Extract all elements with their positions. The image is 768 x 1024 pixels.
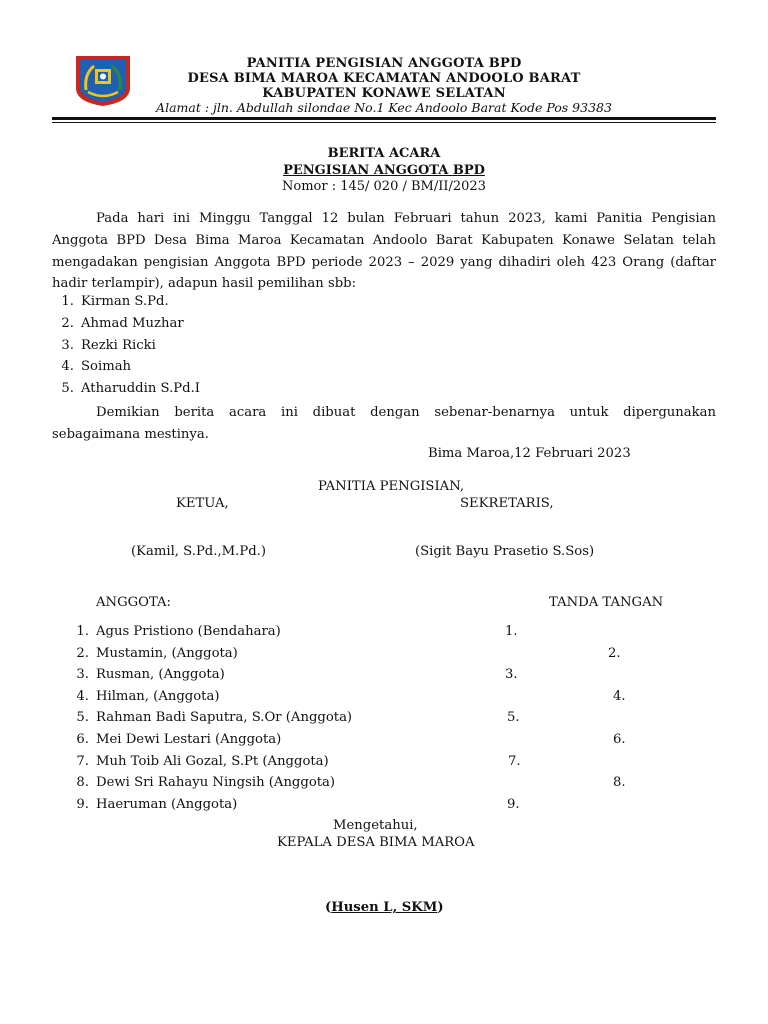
table-row: [67, 754, 329, 769]
header-divider-thick: [52, 117, 716, 120]
member-name: Hilman, (Anggota): [96, 689, 220, 704]
list-number: 5.: [61, 381, 74, 396]
address: Alamat : jln. Abdullah silondae No.1 Kec Andoolo Barat Kode Pos 93383: [156, 100, 612, 115]
member-name: Haeruman (Anggota): [96, 797, 238, 812]
member-name: Dewi Sri Rahayu Ningsih (Anggota): [96, 775, 336, 790]
approval-label: Mengetahui,: [333, 818, 418, 833]
document-title: BERITA ACARA: [327, 146, 441, 161]
list-item: [52, 359, 131, 374]
village-head-title: KEPALA DESA BIMA MAROA: [277, 835, 475, 850]
place-date: Bima Maroa,12 Februari 2023: [428, 446, 631, 461]
list-number: 1.: [61, 294, 74, 309]
list-number: 4.: [61, 359, 74, 374]
table-row: [67, 732, 281, 747]
member-number: 8.: [76, 775, 89, 790]
chair-name: (Kamil, S.Pd.,M.Pd.): [131, 544, 266, 559]
elected-name: Rezki Ricki: [81, 338, 156, 353]
member-name: Agus Pristiono (Bendahara): [96, 624, 281, 639]
signature-slot: 2.: [608, 646, 621, 661]
members-label: ANGGOTA:: [96, 595, 171, 610]
member-name: Rahman Badi Saputra, S.Or (Anggota): [96, 710, 353, 725]
table-row: [67, 797, 237, 812]
elected-name: Atharuddin S.Pd.I: [81, 381, 201, 396]
elected-name: Ahmad Muzhar: [81, 316, 184, 331]
elected-name: Kirman S.Pd.: [81, 294, 169, 309]
village-district: DESA BIMA MAROA KECAMATAN ANDOOLO BARAT: [187, 71, 581, 86]
signature-slot: 5.: [507, 710, 520, 725]
member-number: 6.: [76, 732, 89, 747]
chair-label: KETUA,: [176, 496, 229, 511]
table-row: [67, 689, 219, 704]
member-number: 7.: [76, 754, 89, 769]
member-number: 1.: [76, 624, 89, 639]
header-divider-thin: [52, 122, 716, 123]
member-name: Muh Toib Ali Gozal, S.Pt (Anggota): [96, 754, 329, 769]
committee-label: PANITIA PENGISIAN,: [318, 479, 465, 494]
member-name: Mei Dewi Lestari (Anggota): [96, 732, 282, 747]
signature-slot: 4.: [613, 689, 626, 704]
table-row: [67, 624, 281, 639]
signature-slot: 8.: [613, 775, 626, 790]
document-subtitle: PENGISIAN ANGGOTA BPD: [283, 163, 485, 178]
secretary-name: (Sigit Bayu Prasetio S.Sos): [415, 544, 595, 559]
open-paren: (: [325, 900, 332, 915]
list-item: [52, 316, 184, 331]
table-row: [67, 710, 352, 725]
list-item: [52, 381, 200, 396]
signature-slot: 6.: [613, 732, 626, 747]
member-number: 2.: [76, 646, 89, 661]
document-number: Nomor : 145/ 020 / BM/II/2023: [282, 179, 486, 194]
signature-slot: 3.: [505, 667, 518, 682]
signature-slot: 1.: [505, 624, 518, 639]
closing-paragraph: Demikian berita acara ini dibuat dengan sebenar-benarnya untuk dipergunakan sebagaimana mestinya.: [52, 405, 716, 442]
opening-paragraph: Pada hari ini Minggu Tanggal 12 bulan Februari tahun 2023, kami Panitia Pengisian Anggota BPD Desa Bima Maroa Kecamatan Andoolo Barat Kabupaten Konawe Selatan telah mengadakan pengisian Anggota BPD periode 2023 – 2029 yang dihadiri oleh 423 Orang (daftar hadir terlampir), adapun hasil pemilihan sbb:: [52, 211, 716, 292]
table-row: [67, 667, 225, 682]
member-name: Mustamin, (Anggota): [96, 646, 238, 661]
member-number: 5.: [76, 710, 89, 725]
signature-slot: 7.: [508, 754, 521, 769]
committee-name: PANITIA PENGISIAN ANGGOTA BPD: [246, 56, 522, 71]
list-item: [52, 338, 156, 353]
signature-slot: 9.: [507, 797, 520, 812]
member-number: 3.: [76, 667, 89, 682]
signature-label: TANDA TANGAN: [549, 595, 664, 610]
list-number: 3.: [61, 338, 74, 353]
secretary-label: SEKRETARIS,: [460, 496, 554, 511]
member-name: Rusman, (Anggota): [96, 667, 225, 682]
member-number: 4.: [76, 689, 89, 704]
list-item: [52, 294, 169, 309]
list-number: 2.: [61, 316, 74, 331]
member-number: 9.: [76, 797, 89, 812]
close-paren: ): [437, 900, 444, 915]
regency-name: KABUPATEN KONAWE SELATAN: [262, 86, 506, 101]
village-head-signature: [325, 900, 444, 915]
table-row: [67, 646, 238, 661]
village-head-name: Husen L, SKM: [331, 900, 438, 915]
table-row: [67, 775, 335, 790]
elected-name: Soimah: [81, 359, 132, 374]
